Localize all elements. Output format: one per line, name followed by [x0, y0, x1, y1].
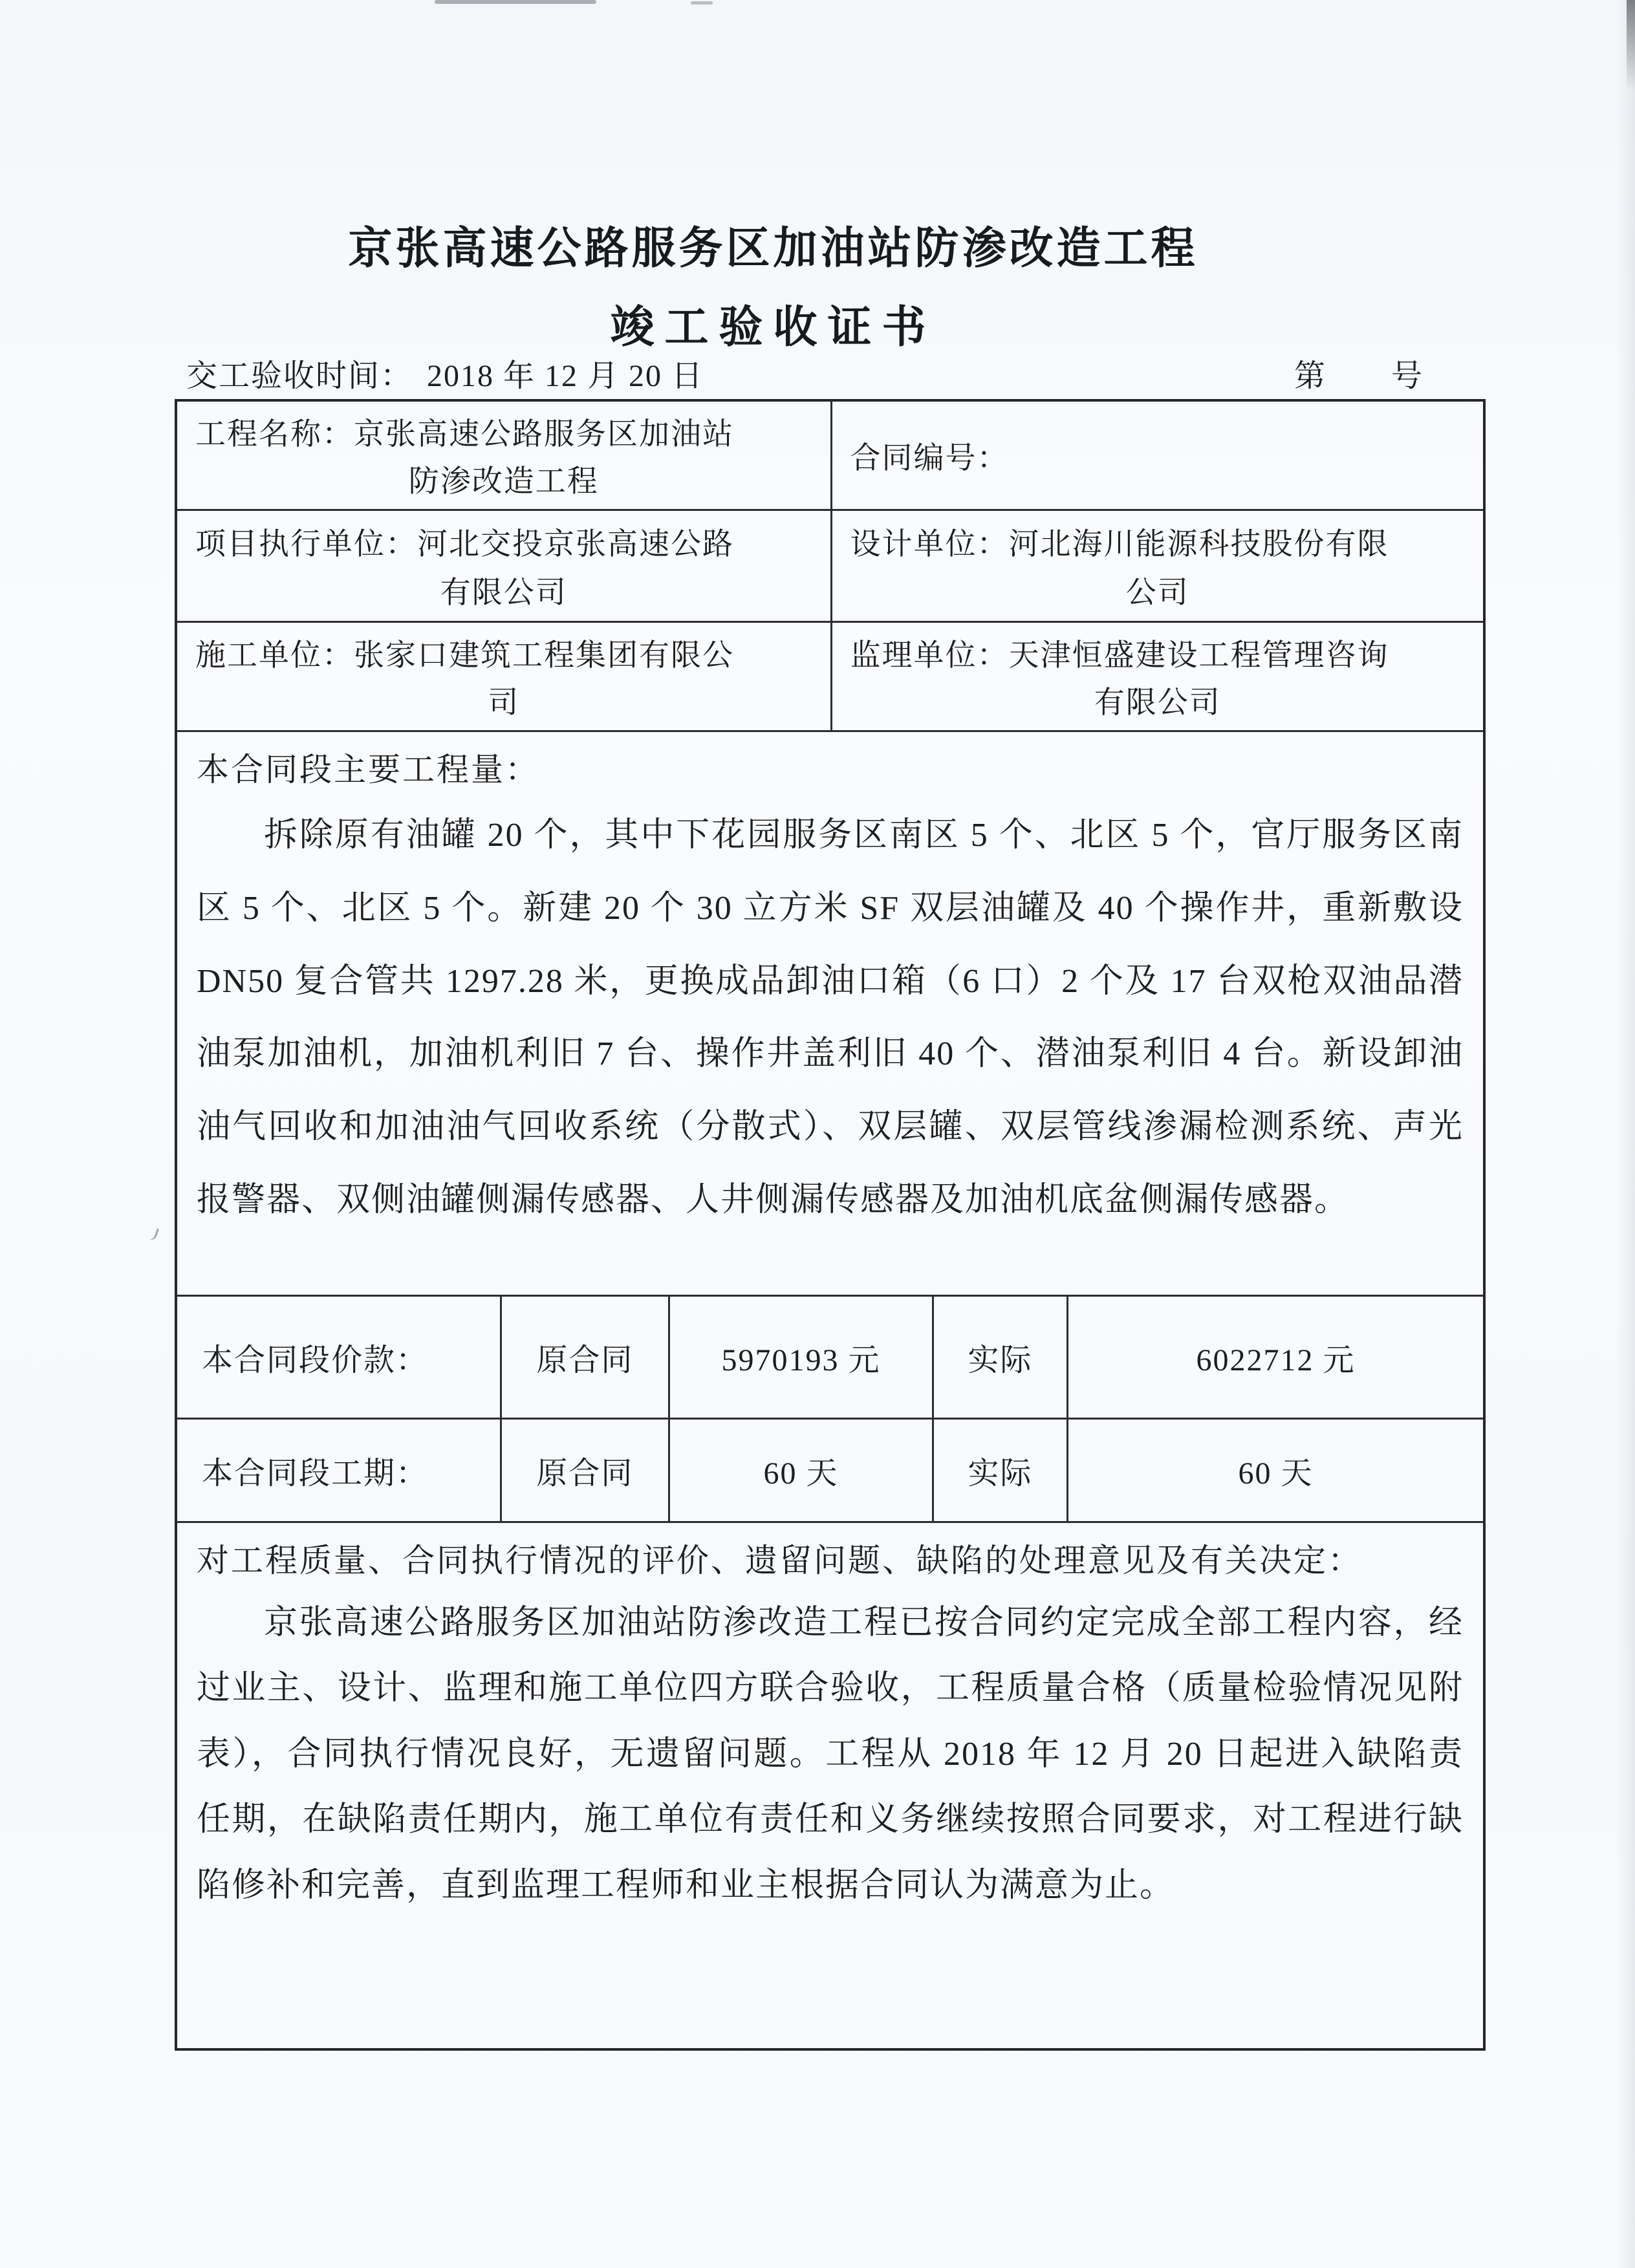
scan-artifact-edge-shade — [1617, 0, 1635, 2268]
table-row-main-quantities — [177, 730, 1483, 1295]
cell-construction-unit — [177, 623, 830, 730]
acceptance-time — [186, 351, 704, 395]
duration-original-value: 60 天 — [668, 1420, 932, 1521]
project-name-line1: 工程名称：京张高速公路服务区加油站 — [195, 417, 734, 451]
scan-artifact-top-dash — [691, 1, 713, 5]
duration-actual-label: 实际 — [932, 1420, 1067, 1521]
table-row-contract-price — [177, 1295, 1483, 1418]
designer-line2: 公司 — [1125, 576, 1189, 610]
table-row-contract-duration — [177, 1418, 1483, 1521]
document-subtitle: 竣工验收证书 — [610, 303, 937, 352]
table-row-executor-designer — [177, 509, 1483, 621]
cell-evaluation — [177, 1523, 1483, 2048]
designer-line1: 设计单位：河北海川能源科技股份有限 — [850, 528, 1389, 561]
acceptance-time-label: 交工验收时间： — [186, 359, 413, 393]
price-original-label: 原合同 — [500, 1297, 668, 1418]
duration-label: 本合同段工期： — [202, 1456, 429, 1491]
cell-supervision-unit — [830, 623, 1484, 730]
acceptance-time-value: 2018 年 12 月 20 日 — [427, 359, 704, 393]
price-label: 本合同段价款： — [202, 1343, 429, 1377]
evaluation-heading: 对工程质量、合同执行情况的评价、遗留问题、缺陷的处理意见及有关决定： — [197, 1542, 1362, 1579]
price-actual-value: 6022712 元 — [1067, 1297, 1483, 1418]
document-title: 京张高速公路服务区加油站防渗改造工程 — [348, 224, 1198, 273]
quantities-body: 拆除原有油罐 20 个，其中下花园服务区南区 5 个、北区 5 个，官厅服务区南区 5 个、北区 5 个。新建 20 个 30 立方米 SF 双层油罐及 40 个操作井，重新敷设 DN50 复合管共 1297.28 米，更换成品卸油口箱（6 口）2 个及 17 台双枪双油品潜油泵加油机，加油机利旧 7 台、操作井盖利旧 40 个、潜油泵利旧 4 台。新设卸油油气回收和加油油气回收系统（分散式）、双层罐、双层管线渗漏检测系统、声光报警器、双侧油罐侧漏传感器、人井侧漏传感器及加油机底盆侧漏传感器。 — [197, 817, 1464, 1219]
price-original-value: 5970193 元 — [668, 1297, 932, 1418]
executor-line1: 项目执行单位：河北交投京张高速公路 — [195, 528, 734, 561]
table-row-project-name — [177, 402, 1483, 509]
scan-artifact-top-dash — [435, 0, 596, 4]
cell-project-executor — [177, 511, 830, 621]
builder-line2: 司 — [488, 686, 520, 720]
quantities-heading: 本合同段主要工程量： — [197, 751, 539, 788]
cell-project-name — [177, 402, 830, 509]
scan-artifact-speck — [147, 1226, 159, 1241]
duration-actual-value: 60 天 — [1067, 1420, 1483, 1521]
table-row-builder-supervisor — [177, 621, 1483, 730]
supervisor-line1: 监理单位：天津恒盛建设工程管理咨询 — [850, 638, 1389, 673]
executor-line2: 有限公司 — [440, 576, 567, 610]
project-name-line2: 防渗改造工程 — [408, 465, 599, 499]
scan-artifact-corner-sliver — [1627, 0, 1635, 91]
builder-line1: 施工单位：张家口建筑工程集团有限公 — [195, 638, 734, 673]
cell-contract-number — [830, 402, 1484, 509]
cell-design-unit — [830, 511, 1484, 621]
supervisor-line2: 有限公司 — [1094, 686, 1221, 720]
duration-original-label: 原合同 — [500, 1420, 668, 1521]
meta-row — [175, 351, 1486, 395]
certificate-table — [175, 399, 1486, 2051]
evaluation-body: 京张高速公路服务区加油站防渗改造工程已按合同约定完成全部工程内容，经过业主、设计、监理和施工单位四方联合验收，工程质量合格（质量检验情况见附表），合同执行情况良好，无遗留问题。工程从 2018 年 12 月 20 日起进入缺陷责任期，在缺陷责任期内，施工单位有责任和义务继续按照合同要求，对工程进行缺陷修补和完善，直到监理工程师和业主根据合同认为满意为止。 — [197, 1604, 1464, 1904]
cell-main-quantities — [177, 732, 1483, 1295]
doc-number: 第 号 — [1294, 359, 1424, 393]
table-row-evaluation — [177, 1521, 1483, 2048]
contract-number-label: 合同编号： — [850, 441, 1009, 475]
price-actual-label: 实际 — [932, 1297, 1067, 1418]
